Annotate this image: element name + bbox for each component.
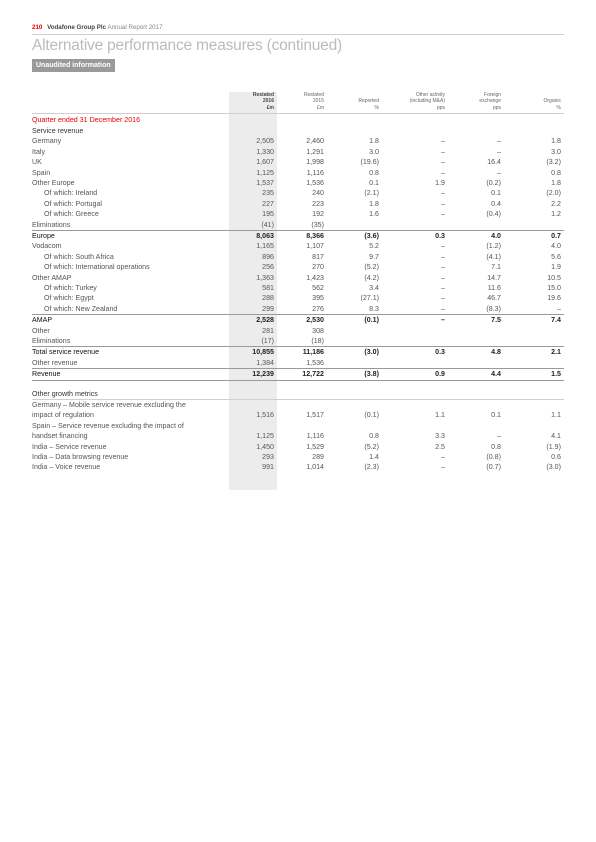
- table-row: [32, 230, 564, 241]
- value-foreign-exchange: –: [497, 137, 501, 146]
- col-header-foreign-exchange: Foreign exchange pps: [479, 92, 501, 111]
- row-label: Of which: Greece: [44, 210, 99, 219]
- value-reported: (3.0): [327, 347, 382, 358]
- value-other-activity: –: [441, 137, 445, 146]
- value-organic: [504, 336, 564, 347]
- value-restated-2016: (17): [261, 337, 274, 346]
- value-other-activity: –: [441, 252, 445, 261]
- value-foreign-exchange: 7.1: [491, 263, 501, 272]
- row-label: Of which: South Africa: [44, 252, 114, 261]
- value-reported: (5.2): [364, 442, 379, 451]
- row-label: AMAP: [32, 315, 227, 326]
- row-label: Of which: International operations: [44, 263, 150, 272]
- subhead-label: Service revenue: [32, 126, 84, 135]
- value-restated-2016: 1,165: [256, 242, 274, 251]
- metric-row: [32, 452, 564, 462]
- value-foreign-exchange: (0.8): [486, 453, 501, 462]
- value-organic: 2.1: [504, 347, 564, 358]
- value-reported: 8.3: [369, 304, 379, 313]
- value-restated-2015: 192: [312, 210, 324, 219]
- row-label: Other AMAP: [32, 273, 72, 282]
- metric-label-line2: handset financing: [32, 432, 88, 441]
- value-reported: 1.4: [369, 453, 379, 462]
- row-label: Of which: Egypt: [44, 294, 94, 303]
- value-foreign-exchange: 46.7: [487, 294, 501, 303]
- value-organic: 1.8: [551, 178, 561, 187]
- value-reported: (19.6): [360, 158, 379, 167]
- value-organic: 1.5: [504, 369, 564, 380]
- spacer: [32, 380, 564, 389]
- metric-label: India – Data browsing revenue: [32, 453, 129, 462]
- value-restated-2015: 1,116: [306, 168, 324, 177]
- table-row: [32, 315, 564, 326]
- value-other-activity: –: [441, 273, 445, 282]
- value-foreign-exchange: –: [497, 147, 501, 156]
- value-reported: (27.1): [360, 294, 379, 303]
- value-other-activity: –: [441, 199, 445, 208]
- value-restated-2016: 227: [262, 199, 274, 208]
- col-header-other-activity: Other activity (including M&A) pps: [409, 92, 445, 111]
- table-row: [32, 273, 564, 283]
- value-restated-2015: 1,014: [306, 463, 324, 472]
- value-organic: [504, 358, 564, 369]
- value-foreign-exchange: (0.7): [486, 463, 501, 472]
- value-restated-2016: 1,384: [256, 358, 274, 367]
- value-foreign-exchange: (1.2): [486, 242, 501, 251]
- value-reported: 1.8: [369, 199, 379, 208]
- col-header-restated-2015: Restated 2015 £m: [303, 92, 324, 111]
- table-row: [32, 262, 564, 272]
- value-other-activity: 1.1: [435, 411, 445, 420]
- value-other-activity: –: [441, 463, 445, 472]
- value-organic: 7.4: [504, 315, 564, 326]
- company-name: Vodafone Group Plc: [47, 24, 107, 31]
- value-foreign-exchange: [448, 358, 504, 369]
- table-row: [32, 347, 564, 358]
- value-reported: [327, 336, 382, 347]
- row-label: Germany: [32, 137, 62, 146]
- table-row: [32, 336, 564, 347]
- value-other-activity: [382, 336, 448, 347]
- value-other-activity: –: [441, 304, 445, 313]
- col-header-reported: Reported %: [358, 98, 379, 111]
- value-foreign-exchange: 0.8: [491, 442, 501, 451]
- col-header-restated-2016: Restated 2016 £m: [252, 92, 274, 111]
- row-label: Spain: [32, 168, 51, 177]
- value-restated-2015: 1,998: [306, 158, 324, 167]
- value-reported: 1.6: [369, 210, 379, 219]
- table-row: [32, 199, 564, 209]
- value-foreign-exchange: (0.4): [486, 210, 501, 219]
- value-restated-2016: 1,330: [256, 147, 274, 156]
- row-label: Of which: New Zealand: [44, 304, 118, 313]
- value-restated-2016: 281: [262, 326, 274, 335]
- value-other-activity: –: [441, 294, 445, 303]
- value-restated-2016: 235: [262, 189, 274, 198]
- value-restated-2015: 289: [312, 453, 324, 462]
- value-restated-2015: 270: [312, 263, 324, 272]
- unaudited-badge: Unaudited information: [32, 59, 115, 72]
- metric-label: India – Voice revenue: [32, 463, 101, 472]
- col-header-organic: Organic %: [543, 98, 561, 111]
- row-label: Of which: Turkey: [44, 283, 97, 292]
- value-restated-2016: 896: [262, 252, 274, 261]
- metric-row: [32, 431, 564, 441]
- value-other-activity: –: [441, 210, 445, 219]
- value-restated-2015: 12,722: [277, 369, 327, 380]
- value-foreign-exchange: 7.5: [448, 315, 504, 326]
- running-header: [32, 24, 562, 31]
- value-restated-2015: 1,423: [306, 273, 324, 282]
- value-reported: (0.1): [327, 315, 382, 326]
- value-restated-2016: 288: [262, 294, 274, 303]
- value-organic: 15.0: [547, 283, 561, 292]
- report-name: Annual Report 2017: [107, 24, 163, 31]
- value-organic: 2.2: [551, 199, 561, 208]
- value-foreign-exchange: [448, 220, 504, 231]
- value-reported: (4.2): [364, 273, 379, 282]
- apm-table: [32, 92, 564, 473]
- value-foreign-exchange: 4.0: [448, 230, 504, 241]
- value-organic: 0.6: [551, 453, 561, 462]
- value-foreign-exchange: 14.7: [487, 273, 501, 282]
- value-restated-2015: 562: [312, 283, 324, 292]
- value-restated-2015: 817: [312, 252, 324, 261]
- metric-row: [32, 442, 564, 452]
- value-restated-2016: 2,528: [227, 315, 277, 326]
- value-organic: [504, 220, 564, 231]
- value-restated-2016: 195: [262, 210, 274, 219]
- metric-label-line2: impact of regulation: [32, 411, 94, 420]
- value-organic: 10.5: [547, 273, 561, 282]
- value-restated-2015: 276: [312, 304, 324, 313]
- value-other-activity: [382, 326, 448, 336]
- value-restated-2015: 1,529: [306, 442, 324, 451]
- value-restated-2015: 1,291: [306, 147, 324, 156]
- value-restated-2016: 1,537: [256, 178, 274, 187]
- value-foreign-exchange: (4.1): [486, 252, 501, 261]
- value-foreign-exchange: 0.4: [491, 199, 501, 208]
- value-restated-2016: 1,607: [256, 158, 274, 167]
- value-restated-2016: 256: [262, 263, 274, 272]
- value-foreign-exchange: –: [497, 432, 501, 441]
- table-row: [32, 252, 564, 262]
- value-foreign-exchange: 16.4: [487, 158, 501, 167]
- table-row: [32, 209, 564, 219]
- value-organic: 4.1: [551, 432, 561, 441]
- value-organic: [504, 326, 564, 336]
- value-organic: 1.9: [551, 263, 561, 272]
- value-reported: 0.8: [369, 432, 379, 441]
- value-restated-2015: 308: [312, 326, 324, 335]
- section-title: Quarter ended 31 December 2016: [32, 115, 141, 124]
- value-reported: [327, 358, 382, 369]
- value-reported: 5.2: [369, 242, 379, 251]
- value-reported: [327, 326, 382, 336]
- value-reported: (0.1): [364, 411, 379, 420]
- table-row: [32, 157, 564, 167]
- value-restated-2015: 1,536: [306, 358, 324, 367]
- value-other-activity: –: [441, 147, 445, 156]
- value-foreign-exchange: 11.6: [487, 283, 501, 292]
- row-label: Eliminations: [32, 337, 71, 346]
- row-label: Revenue: [32, 369, 227, 380]
- value-organic: (3.2): [546, 158, 561, 167]
- value-restated-2015: 8,366: [277, 230, 327, 241]
- value-other-activity: 2.5: [435, 442, 445, 451]
- metric-row-line1: [32, 421, 564, 431]
- value-other-activity: 0.9: [382, 369, 448, 380]
- value-other-activity: –: [441, 189, 445, 198]
- value-other-activity: –: [441, 453, 445, 462]
- header-rule: [32, 34, 564, 35]
- value-restated-2016: (41): [261, 220, 274, 229]
- table-row: [32, 168, 564, 178]
- metric-row: [32, 410, 564, 420]
- value-restated-2016: 1,516: [256, 411, 274, 420]
- value-other-activity: [382, 220, 448, 231]
- table-row: [32, 188, 564, 198]
- table-row: [32, 136, 564, 146]
- value-restated-2016: 581: [262, 283, 274, 292]
- table-row: [32, 220, 564, 231]
- value-restated-2015: 1,536: [306, 178, 324, 187]
- metric-row-line1: [32, 400, 564, 411]
- value-organic: (2.0): [546, 189, 561, 198]
- table-row: [32, 369, 564, 380]
- row-label: Total service revenue: [32, 347, 227, 358]
- value-reported: (2.1): [364, 189, 379, 198]
- metrics-title-row: [32, 389, 564, 400]
- value-restated-2016: 12,239: [227, 369, 277, 380]
- value-reported: 0.8: [369, 168, 379, 177]
- value-organic: 3.0: [551, 147, 561, 156]
- value-foreign-exchange: (8.3): [486, 304, 501, 313]
- value-reported: [327, 220, 382, 231]
- value-foreign-exchange: (0.2): [486, 178, 501, 187]
- row-label: Italy: [32, 147, 46, 156]
- value-restated-2015: 395: [312, 294, 324, 303]
- value-restated-2015: 2,530: [277, 315, 327, 326]
- value-other-activity: 0.3: [382, 347, 448, 358]
- metric-label: India – Service revenue: [32, 442, 107, 451]
- table-row: [32, 147, 564, 157]
- value-restated-2015: 11,186: [277, 347, 327, 358]
- value-restated-2016: 8,063: [227, 230, 277, 241]
- table-row: [32, 304, 564, 315]
- value-other-activity: –: [441, 158, 445, 167]
- table-row: [32, 283, 564, 293]
- row-label: Of which: Ireland: [44, 189, 98, 198]
- value-reported: 0.1: [369, 178, 379, 187]
- row-label: Other Europe: [32, 178, 75, 187]
- value-reported: 3.4: [369, 283, 379, 292]
- row-label: UK: [32, 158, 42, 167]
- value-other-activity: [382, 358, 448, 369]
- row-label: Other revenue: [32, 358, 78, 367]
- value-foreign-exchange: [448, 326, 504, 336]
- value-restated-2016: 1,450: [256, 442, 274, 451]
- value-restated-2016: 1,363: [256, 273, 274, 282]
- value-organic: 5.6: [551, 252, 561, 261]
- value-reported: (3.6): [327, 230, 382, 241]
- value-restated-2015: 223: [312, 199, 324, 208]
- value-organic: 1.2: [551, 210, 561, 219]
- value-reported: (3.8): [327, 369, 382, 380]
- value-other-activity: 1.9: [435, 178, 445, 187]
- value-other-activity: –: [441, 263, 445, 272]
- value-restated-2016: 293: [262, 453, 274, 462]
- subhead-row: [32, 126, 564, 136]
- value-foreign-exchange: [448, 336, 504, 347]
- value-foreign-exchange: 0.1: [491, 411, 501, 420]
- value-organic: (1.9): [546, 442, 561, 451]
- metric-label-line1: Germany – Mobile service revenue excluding the: [32, 401, 186, 410]
- table-row: [32, 178, 564, 188]
- value-organic: –: [557, 304, 561, 313]
- section-title-row: [32, 113, 564, 126]
- value-other-activity: –: [382, 315, 448, 326]
- value-restated-2016: 10,855: [227, 347, 277, 358]
- value-restated-2015: 1,107: [306, 242, 324, 251]
- value-organic: 1.8: [551, 137, 561, 146]
- table-row: [32, 241, 564, 251]
- table-row: [32, 326, 564, 336]
- value-restated-2016: 1,125: [256, 168, 274, 177]
- page-number: 210: [32, 24, 43, 31]
- value-organic: 19.6: [547, 294, 561, 303]
- row-label: Vodacom: [32, 242, 62, 251]
- value-organic: 4.0: [551, 242, 561, 251]
- value-reported: 9.7: [369, 252, 379, 261]
- value-reported: 3.0: [369, 147, 379, 156]
- value-other-activity: –: [441, 242, 445, 251]
- value-reported: (2.3): [364, 463, 379, 472]
- value-restated-2015: (35): [311, 220, 324, 229]
- value-restated-2015: 1,116: [306, 432, 324, 441]
- value-foreign-exchange: –: [497, 168, 501, 177]
- spacer-row: [32, 380, 564, 389]
- row-label: Of which: Portugal: [44, 199, 102, 208]
- value-reported: 1.8: [369, 137, 379, 146]
- table-row: [32, 358, 564, 369]
- value-restated-2016: 991: [262, 463, 274, 472]
- row-label: Eliminations: [32, 220, 71, 229]
- metric-row: [32, 462, 564, 472]
- value-restated-2016: 1,125: [256, 432, 274, 441]
- value-foreign-exchange: 0.1: [491, 189, 501, 198]
- value-restated-2015: 240: [312, 189, 324, 198]
- value-organic: 1.1: [551, 411, 561, 420]
- value-foreign-exchange: 4.4: [448, 369, 504, 380]
- value-organic: 0.7: [504, 230, 564, 241]
- value-restated-2015: 1,517: [306, 411, 324, 420]
- row-label: Other: [32, 326, 50, 335]
- value-other-activity: 3.3: [435, 432, 445, 441]
- value-other-activity: –: [441, 283, 445, 292]
- value-organic: (3.0): [546, 463, 561, 472]
- value-restated-2015: (18): [311, 337, 324, 346]
- value-foreign-exchange: 4.8: [448, 347, 504, 358]
- value-restated-2015: 2,460: [306, 137, 324, 146]
- page-title: Alternative performance measures (continued): [32, 37, 342, 54]
- value-restated-2016: 2,505: [256, 137, 274, 146]
- row-label: Europe: [32, 230, 227, 241]
- metrics-title: Other growth metrics: [32, 389, 564, 400]
- table-row: [32, 293, 564, 303]
- value-reported: (5.2): [364, 263, 379, 272]
- column-header-row: [32, 92, 564, 113]
- value-other-activity: –: [441, 168, 445, 177]
- value-restated-2016: 299: [262, 304, 274, 313]
- value-other-activity: 0.3: [382, 230, 448, 241]
- value-organic: 0.8: [551, 168, 561, 177]
- metric-label-line1: Spain – Service revenue excluding the impact of: [32, 421, 184, 430]
